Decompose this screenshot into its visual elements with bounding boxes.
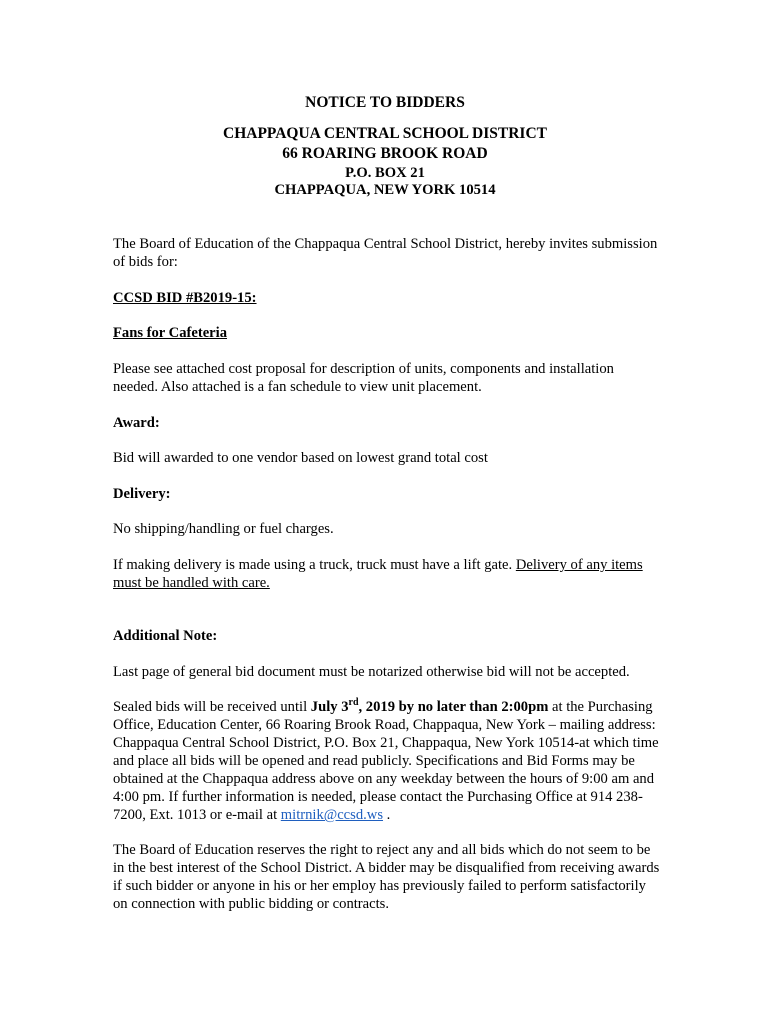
city-state-zip: CHAPPAQUA, NEW YORK 10514 [274,182,496,198]
sealed-pre: Sealed bids will be received until [113,699,311,715]
bid-subject: Fans for Cafeteria [113,325,228,341]
sealed-post: at the Purchasing Office, Education Center, 66 Roaring Brook Road, Chappaqua, New York – mailing address: Chappaqua Central School District, P.O. Box 21, Chappaqua, New York 10514-at which time and place all bids will be opened and read publicly. Specifications and Bid Forms may be obtained at the Chappaqua address above on any weekday between the hours of 9:00 am and 4:00 pm. If further information is needed, please contact the Purchasing Office at 914 238-7200, Ext. 1013 or e-mail at [113,699,659,823]
delivery-heading: Delivery: [113,486,171,502]
sealed-end: . [383,807,391,823]
district-name: CHAPPAQUA CENTRAL SCHOOL DISTRICT [223,125,547,142]
sealed-date-b: , 2019 by no later than 2:00pm [358,699,549,715]
delivery-text: No shipping/handling or fuel charges. [113,521,334,537]
notice-title: NOTICE TO BIDDERS [305,94,465,111]
description-paragraph: Please see attached cost proposal for description of units, components and installation needed. Also attached is a fan schedule to view unit placement. [113,361,614,395]
email-link[interactable]: mitrnik@ccsd.ws [280,807,384,823]
delivery-care-text: Delivery of any items must be handled with care. [113,557,643,591]
delivery-truck-paragraph [113,556,661,592]
intro-paragraph: The Board of Education of the Chappaqua Central School District, hereby invites submission of bids for: [113,236,658,270]
po-box: P.O. BOX 21 [345,165,425,181]
award-heading: Award: [113,415,160,431]
additional-heading: Additional Note: [113,628,218,644]
sealed-date-sup: rd [348,697,359,709]
delivery-truck-text: If making delivery is made using a truck, truck must have a lift gate. [113,557,516,573]
reserve-paragraph: The Board of Education reserves the right to reject any and all bids which do not seem to be in the best interest of the School District. A bidder may be disqualified from receiving awards if such bidder or anyone in his or her employ has previously failed to perform satisfactorily on connection with public bidding or contracts. [113,842,660,912]
award-text: Bid will awarded to one vendor based on lowest grand total cost [113,450,488,466]
sealed-date-a: July 3 [310,699,349,715]
additional-text: Last page of general bid document must be notarized otherwise bid will not be accepted. [113,664,630,680]
bid-number: CCSD BID #B2019-15: [113,290,257,306]
sealed-bids-paragraph [113,698,661,824]
street-address: 66 ROARING BROOK ROAD [282,145,488,162]
